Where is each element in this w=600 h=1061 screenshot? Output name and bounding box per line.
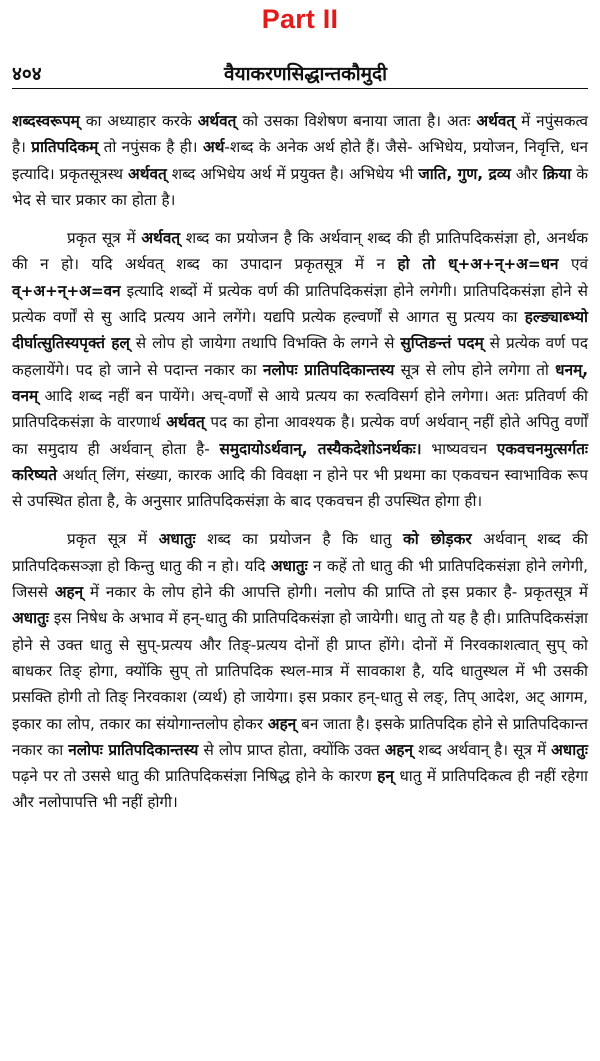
text-run: सूत्र से लोप होने लगेगा तो: [394, 360, 556, 379]
bold-term: अर्थवत्: [128, 164, 167, 183]
bold-term: अर्थ: [202, 138, 225, 157]
bold-term: क्रिया: [542, 164, 572, 183]
bold-term: अर्थवत्: [197, 112, 237, 130]
text-run: भाष्यवचन: [421, 439, 497, 458]
bold-term: हन्: [377, 767, 394, 786]
bold-term: हल्ङ्याब्भ्यो दीर्घात्सुतिस्यपृक्तं हल्: [12, 308, 588, 353]
bold-term: प्रातिपदिकम्: [31, 138, 99, 157]
text-run: तो नपुंसक है ही।: [98, 138, 203, 157]
text-run: शब्द अभिधेय अर्थ में प्रयुक्त है। अभिधेय भी: [166, 164, 419, 183]
bold-term: अधातुः: [270, 556, 308, 575]
book-title: वैयाकरणसिद्धान्तकौमुदी: [224, 63, 388, 85]
text-run: में नकार के लोप होने की आपत्ति होगी। नलोप की प्राप्ति तो इस प्रकार है- प्रकृतसूत्र में: [83, 583, 589, 602]
page-number: ४०४: [12, 63, 42, 85]
part-title: Part II: [261, 4, 339, 34]
bold-term: अहन्: [267, 714, 297, 733]
text-run: इस निषेध के अभाव में हन्-धातु की प्रातिपदिकसंज्ञा हो जायेगी। धातु तो यह है ही। प्रातिपदिकसंज्ञा होने से उक्त धातु से सुप्-प्रत्यय और तिङ्-प्रत्यय दोनों ही प्राप्त होंगे। दोनों में निरवकाशत्वात् सुप् को बाधकर तिङ् होगा, क्योंकि सुप् तो प्रातिपदिक स्थल-मात्र में सावकाश है, यदि धातुस्थल में भी उसकी प्रसक्ति होगी तो तिङ् निरवकाश (व्यर्थ) हो जायेगा। इस प्रकार हन्-धातु से लङ्, तिप् आदेश, अट् आगम, इकार का लोप, तकार का संयोगान्तलोप होकर: [12, 609, 588, 733]
bold-term: समुदायोऽर्थवान्, तस्यैकदेशोऽनर्थकः।: [219, 439, 422, 458]
text-run: बन जाता है। इसके प्रातिपदिक होने से प्रातिपदिकान्त नकार का: [12, 714, 588, 759]
paragraph: [12, 108, 588, 213]
bold-term: अधातुः: [158, 530, 196, 549]
body-text: [12, 108, 588, 828]
bold-term: अर्थवत्: [141, 229, 181, 248]
text-run: पढ़ने पर तो उससे धातु की प्रातिपदिकसंज्ञा निषिद्ध होने के कारण: [12, 767, 378, 786]
text-run: अर्थात् लिंग, संख्या, कारक आदि की विवक्षा न होने पर भी प्रथमा का एकवचन स्वाभाविक रूप से उपस्थित होता है, के अनुसार प्रातिपदिकसंज्ञा के बाद एकवचन ही उपस्थित होगा ही।: [12, 465, 588, 511]
text-run: धातु में प्रातिपदिकत्व ही नहीं रहेगा और नलोपापत्ति भी नहीं होगी।: [12, 767, 588, 812]
text-run: अर्थवान् शब्द की प्रातिपदिकसञ्ज्ञा हो किन्तु धातु की न हो। यदि: [12, 530, 588, 575]
text-run: प्रकृत सूत्र में: [67, 229, 142, 248]
bold-term: अर्थवत्: [166, 413, 205, 432]
bold-term: अहन्: [54, 583, 84, 602]
page-header: [12, 58, 588, 89]
text-run: शब्द का प्रयोजन है कि अर्थवान् शब्द की ही प्रातिपदिकसंज्ञा हो, अनर्थक की न हो। यदि अर्थवत् शब्द का उपादान प्रकृतसूत्र में न: [12, 229, 589, 274]
text-run: प्रकृत सूत्र में: [67, 530, 159, 549]
text-run: एवं: [558, 255, 588, 274]
text-run: पद का होना आवश्यक है। प्रत्येक वर्ण अर्थवान् नहीं होते अपितु वर्णों का समुदाय ही अर्थवान् होता है-: [12, 413, 588, 458]
bold-term: नलोपः प्रातिपदिकान्तस्य: [262, 360, 395, 379]
bold-term: अहन्: [384, 740, 414, 759]
text-run: से लोप हो जायेगा तथापि विभक्ति के लगने से: [129, 334, 401, 353]
text-run: इत्यादि शब्दों में प्रत्येक वर्ण की प्रातिपदिकसंज्ञा होने लगेगी। प्रातिपदिकसंज्ञा होने से प्रत्येक वर्णों से सु आदि प्रत्यय आने लगेंगे। यद्यपि प्रत्येक हल्वर्णों से आगत सु प्रत्यय का: [12, 281, 588, 327]
bold-term: सुप्तिङन्तं पदम्: [400, 334, 484, 353]
bold-term: को छोड़कर: [403, 530, 472, 549]
bold-term: जाति, गुण, द्रव्य: [418, 164, 511, 183]
text-run: में नपुंसकत्व है।: [12, 112, 588, 157]
text-run: शब्द का प्रयोजन है कि धातु: [195, 530, 404, 549]
bold-term: एकवचनमुत्सर्गतः करिष्यते: [12, 439, 589, 484]
text-run: न कहें तो धातु की भी प्रातिपदिकसंज्ञा होने लगेगी, जिससे: [12, 556, 588, 602]
bold-term: धनम्, वनम्: [12, 360, 589, 405]
text-run: के भेद से चार प्रकार का होता है।: [12, 164, 588, 209]
text-run: आदि शब्द नहीं बन पायेंगे। अच्-वर्णों से आये प्रत्यय का रुत्वविसर्ग होने लगेगा। अतः प्रतिवर्ण की प्रातिपदिकसंज्ञा के वारणार्थ: [12, 386, 588, 432]
paragraph: [12, 225, 588, 514]
bold-term: हो तो ध्+अ+न्+अ=धन: [397, 255, 559, 274]
text-run: से लोप प्राप्त होता, क्योंकि उक्त: [198, 740, 385, 759]
bold-term: अधातुः: [551, 740, 588, 759]
paragraph: [12, 526, 588, 815]
text-run: शब्द अर्थवान् है। सूत्र में: [413, 740, 552, 759]
text-run: से प्रत्येक वर्ण पद कहलायेंगे। पद हो जाने से पदान्त नकार का: [12, 334, 588, 379]
text-run: का अध्याहार करके: [79, 112, 198, 130]
bold-term: अधातुः: [12, 609, 49, 628]
text-run: -शब्द के अनेक अर्थ होते हैं। जैसे- अभिधेय, प्रयोजन, निवृत्ति, धन इत्यादि। प्रकृतसूत्रस्थ: [12, 138, 588, 183]
text-run: और: [510, 164, 543, 183]
bold-term: अर्थवत्: [476, 112, 516, 130]
bold-term: शब्दस्वरूपम्: [12, 112, 80, 130]
bold-term: नलोपः प्रातिपदिकान्तस्य: [68, 740, 199, 759]
bold-term: व्+अ+न्+अ=वन: [12, 281, 121, 300]
text-run: को उसका विशेषण बनाया जाता है। अतः: [236, 112, 477, 130]
